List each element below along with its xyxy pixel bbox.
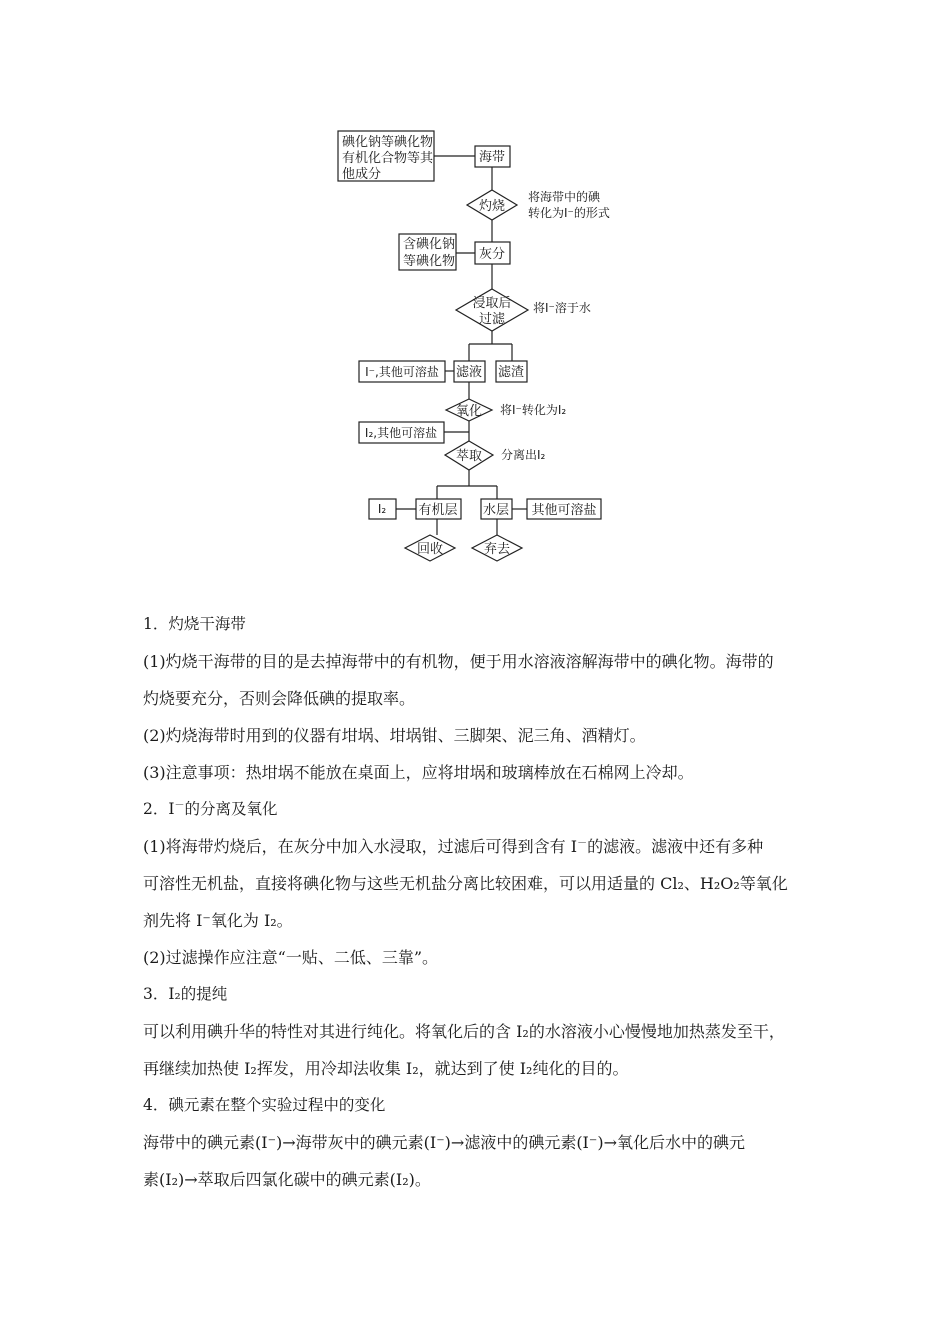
paragraph: 可溶性无机盐，直接将碘化物与这些无机盐分离比较困难，可以用适量的 Cl₂、H₂O₂等氧化 <box>143 874 788 893</box>
paragraph: (3)注意事项：热坩埚不能放在桌面上，应将坩埚和玻璃棒放在石棉网上冷却。 <box>143 763 694 782</box>
svg-text:I₂: I₂ <box>377 502 387 516</box>
svg-text:等碘化物: 等碘化物 <box>403 254 456 269</box>
paragraph: 可以利用碘升华的特性对其进行纯化。将氧化后的含 I₂的水溶液小心慢慢地加热蒸发至干， <box>143 1022 785 1041</box>
aqueous-components-box <box>527 499 601 519</box>
burn-note <box>528 189 610 220</box>
oxidize-node <box>446 399 492 421</box>
paragraph: 素(I₂)→萃取后四氯化碳中的碘元素(I₂)。 <box>143 1170 431 1189</box>
section-1-title: 1．灼烧干海带 <box>143 615 246 633</box>
paragraph: 灼烧要充分，否则会降低碘的提取率。 <box>143 689 416 708</box>
filtrate-components-box <box>359 361 445 382</box>
i2-box <box>369 499 396 519</box>
svg-text:过滤: 过滤 <box>478 312 506 327</box>
flowchart-connectors <box>396 156 527 535</box>
document-body <box>143 606 823 1198</box>
leach-note: 将I⁻溶于水 <box>533 301 591 315</box>
svg-text:浸取后: 浸取后 <box>472 296 512 311</box>
aqueous-layer-node <box>481 499 512 519</box>
svg-text:弃去: 弃去 <box>483 542 511 557</box>
components-line-1: 碘化钠等碘化物 <box>342 135 434 150</box>
oxidized-components-box <box>359 422 444 443</box>
svg-text:有机层: 有机层 <box>418 503 458 518</box>
svg-text:萃取: 萃取 <box>455 449 483 464</box>
discard-node <box>472 535 522 561</box>
paragraph: (1)灼烧干海带的目的是去掉海带中的有机物，便于用水溶液溶解海带中的碘化物。海带的 <box>143 652 774 671</box>
svg-text:I₂,其他可溶盐: I₂,其他可溶盐 <box>364 426 438 440</box>
svg-text:海带: 海带 <box>478 150 506 165</box>
burn-node <box>467 190 517 220</box>
filtrate-node <box>454 361 485 382</box>
extraction-flowchart <box>0 0 950 590</box>
components-line-3: 他成分 <box>342 167 382 182</box>
svg-text:水层: 水层 <box>482 503 510 518</box>
paragraph: (2)过滤操作应注意“一贴、二低、三靠”。 <box>143 948 439 967</box>
paragraph: 再继续加热使 I₂挥发，用冷却法收集 I₂，就达到了使 I₂纯化的目的。 <box>143 1059 629 1078</box>
svg-text:灼烧: 灼烧 <box>478 199 506 214</box>
section-2-title: 2．I－的分离及氧化 <box>143 800 278 818</box>
svg-text:含碘化钠: 含碘化钠 <box>403 237 456 252</box>
svg-text:灰分: 灰分 <box>478 247 506 262</box>
seaweed-node <box>475 146 510 167</box>
paragraph: (1)将海带灼烧后，在灰分中加入水浸取，过滤后可得到含有 I－的滤液。滤液中还有多种 <box>143 837 764 856</box>
oxidize-note: 将I⁻转化为I₂ <box>500 403 567 417</box>
paragraph: 剂先将 I⁻氧化为 I₂。 <box>143 911 293 930</box>
svg-text:回收: 回收 <box>416 542 444 557</box>
section-3-title: 3．I₂的提纯 <box>143 985 228 1003</box>
svg-text:转化为I⁻的形式: 转化为I⁻的形式 <box>528 206 610 220</box>
ash-node <box>475 242 510 264</box>
svg-text:滤液: 滤液 <box>455 365 483 380</box>
organic-layer-node <box>416 499 461 519</box>
svg-text:其他可溶盐: 其他可溶盐 <box>531 503 597 518</box>
paragraph: 海带中的碘元素(I⁻)→海带灰中的碘元素(I⁻)→滤液中的碘元素(I⁻)→氧化后水中的碘元 <box>143 1133 745 1152</box>
svg-text:将海带中的碘: 将海带中的碘 <box>528 190 601 204</box>
components-line-2: 有机化合物等其 <box>342 151 434 166</box>
recover-node <box>405 535 455 561</box>
svg-text:I⁻,其他可溶盐: I⁻,其他可溶盐 <box>365 365 439 379</box>
paragraph: (2)灼烧海带时用到的仪器有坩埚、坩埚钳、三脚架、泥三角、酒精灯。 <box>143 726 646 745</box>
leach-filter-node <box>456 289 528 331</box>
extract-node <box>445 441 493 470</box>
svg-text:氧化: 氧化 <box>455 404 483 419</box>
ash-components-box <box>399 234 456 270</box>
extract-note: 分离出I₂ <box>501 448 546 462</box>
residue-node <box>496 361 527 382</box>
svg-text:滤渣: 滤渣 <box>497 365 525 380</box>
section-4-title: 4．碘元素在整个实验过程中的变化 <box>143 1096 386 1114</box>
components-box <box>338 131 434 182</box>
